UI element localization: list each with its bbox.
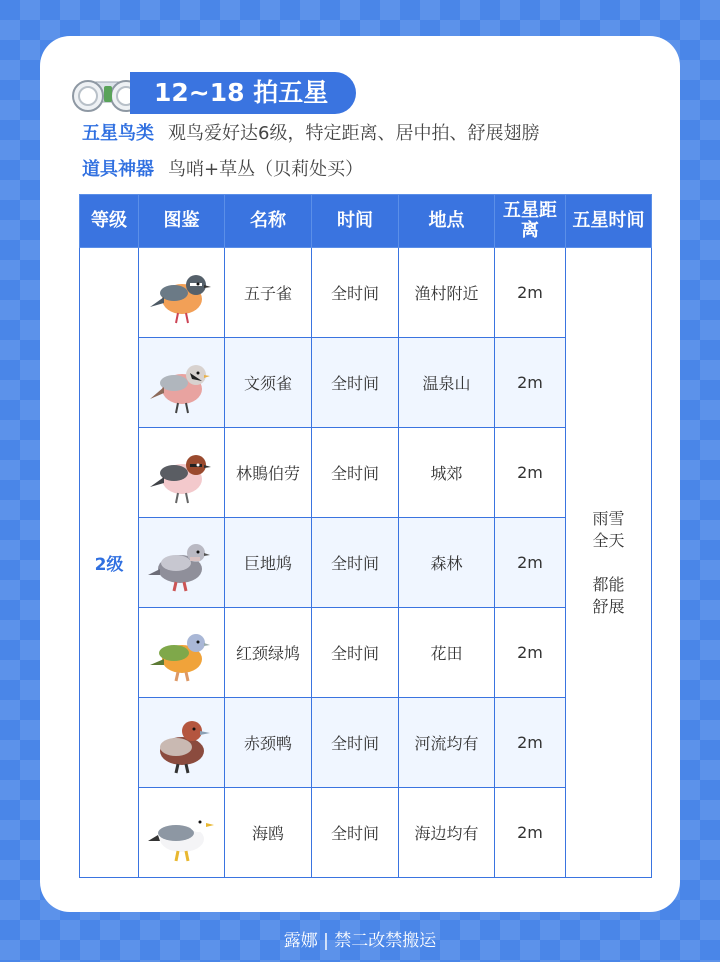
bird-distance: 2m: [495, 338, 566, 428]
page-title: 12~18 拍五星: [130, 72, 356, 114]
bird-picture-cell: [139, 698, 225, 788]
info-line-birds: [82, 122, 539, 146]
bird-time: 全时间: [312, 428, 399, 518]
bird-place: 温泉山: [399, 338, 495, 428]
bird-distance: 2m: [495, 698, 566, 788]
bird-picture-cell: [139, 788, 225, 878]
goldcrest-bird-icon: [146, 257, 218, 329]
bird-name: 海鸥: [225, 788, 312, 878]
bird-picture-cell: [139, 248, 225, 338]
level-cell: 2级: [80, 248, 139, 878]
info-key: 道具神器: [82, 159, 154, 180]
bird-picture-cell: [139, 338, 225, 428]
header-name: 名称: [225, 195, 312, 248]
bird-distance: 2m: [495, 518, 566, 608]
bird-name: 赤颈鸭: [225, 698, 312, 788]
bird-distance: 2m: [495, 248, 566, 338]
header-level: 等级: [80, 195, 139, 248]
bird-name: 林鵙伯劳: [225, 428, 312, 518]
bird-time: 全时间: [312, 608, 399, 698]
bird-place: 渔村附近: [399, 248, 495, 338]
bird-place: 河流均有: [399, 698, 495, 788]
bird-picture-cell: [139, 518, 225, 608]
header-time: 时间: [312, 195, 399, 248]
header-place: 地点: [399, 195, 495, 248]
bird-place: 森林: [399, 518, 495, 608]
footer-credit: 露娜 | 禁二改禁搬运: [283, 931, 437, 951]
bullfinch-bird-icon: [146, 347, 218, 419]
bird-name: 文须雀: [225, 338, 312, 428]
duck-bird-icon: [146, 707, 218, 779]
five-star-time-line: 雨雪: [592, 508, 625, 528]
bird-time: 全时间: [312, 248, 399, 338]
bird-distance: 2m: [495, 428, 566, 518]
bird-name: 巨地鸠: [225, 518, 312, 608]
info-key: 五星鸟类: [82, 123, 154, 144]
bird-distance: 2m: [495, 608, 566, 698]
seagull-bird-icon: [146, 797, 218, 869]
header-five-star-distance: 五星距离: [495, 195, 566, 248]
pigeon-bird-icon: [146, 527, 218, 599]
bird-distance: 2m: [495, 788, 566, 878]
info-value: 鸟哨+草丛（贝莉处买）: [168, 159, 364, 180]
five-star-time-line: 都能: [592, 574, 625, 594]
bird-place: 城郊: [399, 428, 495, 518]
table-row: [80, 248, 652, 338]
bird-picture-cell: [139, 608, 225, 698]
header-five-star-time: 五星时间: [566, 195, 652, 248]
bird-time: 全时间: [312, 788, 399, 878]
info-line-tools: [82, 158, 363, 182]
bird-table: [79, 194, 652, 878]
bird-time: 全时间: [312, 518, 399, 608]
bird-place: 海边均有: [399, 788, 495, 878]
five-star-time-cell: [566, 248, 652, 878]
five-star-time-line: 全天: [592, 530, 625, 550]
info-value: 观鸟爱好达6级，特定距离、居中拍、舒展翅膀: [168, 123, 540, 144]
bird-name: 红颈绿鸠: [225, 608, 312, 698]
bird-time: 全时间: [312, 698, 399, 788]
bird-place: 花田: [399, 608, 495, 698]
five-star-time-line: 舒展: [592, 596, 625, 616]
bird-picture-cell: [139, 428, 225, 518]
bird-name: 五子雀: [225, 248, 312, 338]
green-dove-bird-icon: [146, 617, 218, 689]
bird-time: 全时间: [312, 338, 399, 428]
header-picture: 图鉴: [139, 195, 225, 248]
shrike-bird-icon: [146, 437, 218, 509]
